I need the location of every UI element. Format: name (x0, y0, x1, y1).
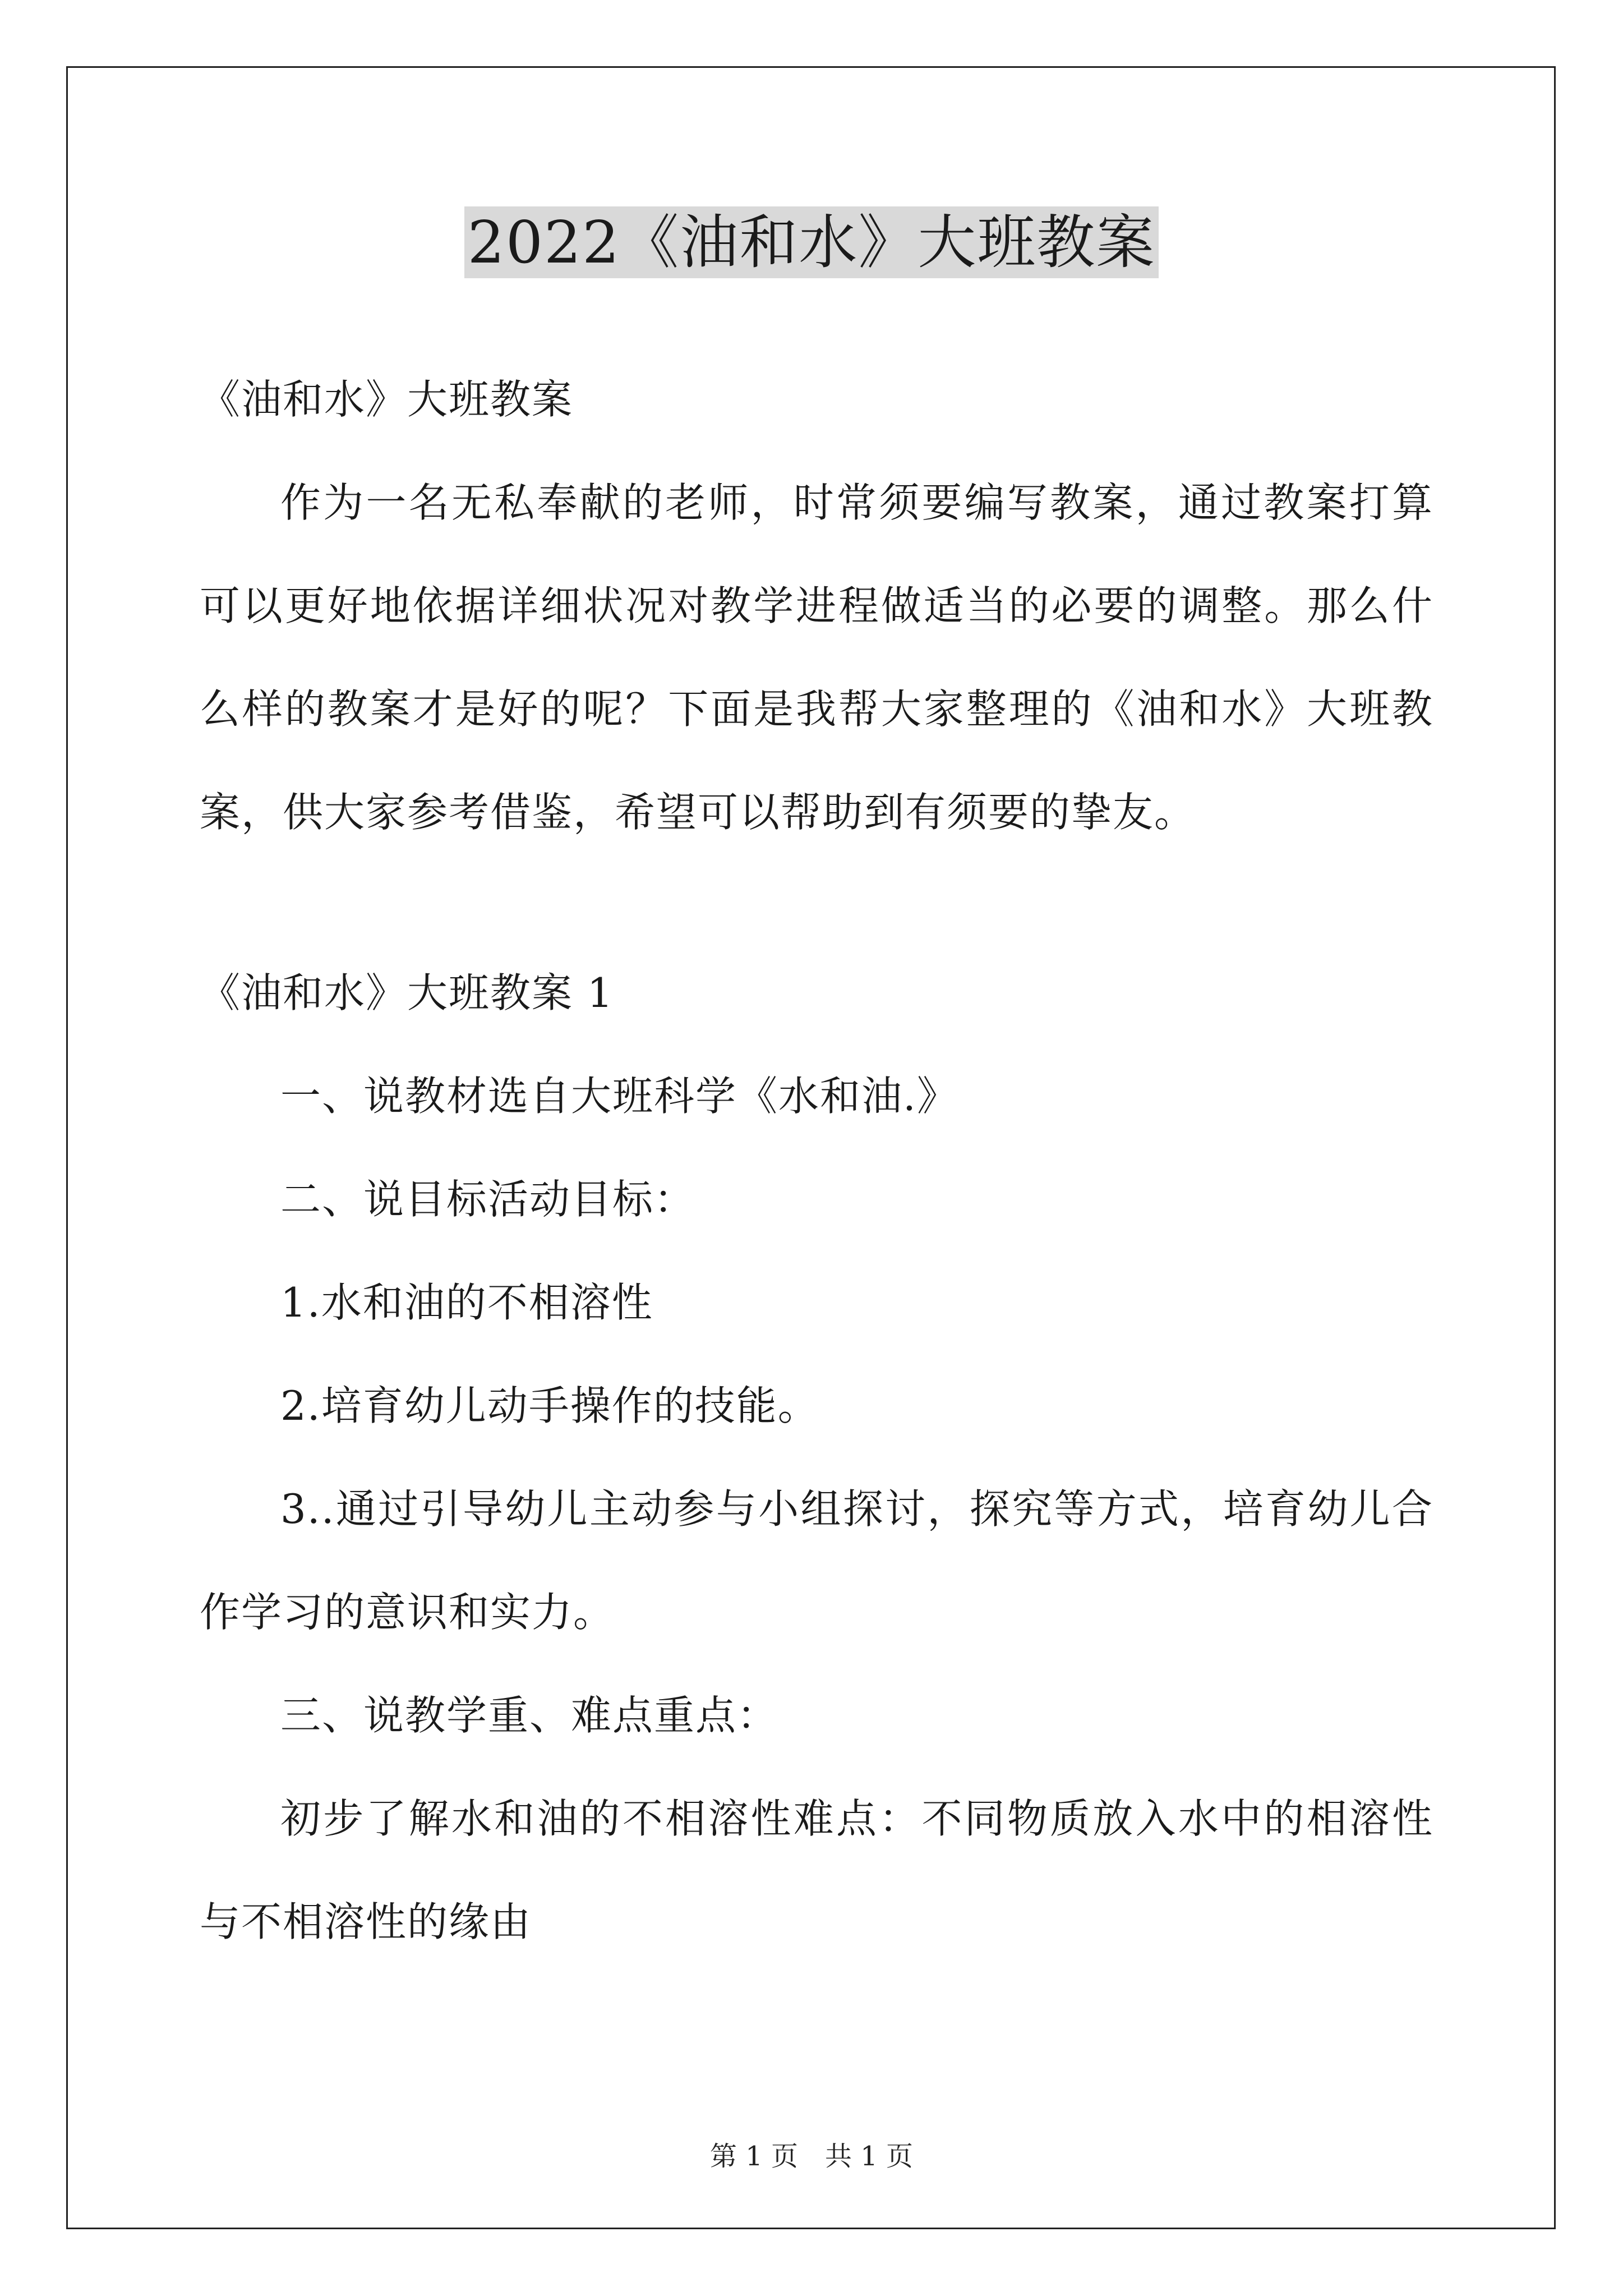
list-item: 1.水和油的不相溶性 (280, 1279, 653, 1326)
title-container (0, 206, 1623, 278)
body-paragraph: 初步了解水和油的不相溶性难点：不同物质放入水中的相溶性与不相溶性的缘由 (200, 1795, 1433, 1945)
body-paragraph: 三、说教学重、难点重点： (280, 1692, 779, 1739)
document-title: 2022《油和水》大班教案 (464, 206, 1159, 278)
section-heading: 《油和水》大班教案 1 (200, 969, 614, 1016)
body-paragraph: 二、说目标活动目标： (280, 1176, 696, 1223)
subtitle-paragraph: 《油和水》大班教案 (200, 376, 574, 423)
list-item: 3..通过引导幼儿主动参与小组探讨，探究等方式，培育幼儿合作学习的意识和实力。 (200, 1485, 1433, 1636)
document-body (200, 348, 1433, 1973)
section-gap (200, 864, 1433, 941)
intro-paragraph: 作为一名无私奉献的老师，时常须要编写教案，通过教案打算可以更好地依据详细状况对教学进程做适当的必要的调整。那么什么样的教案才是好的呢？下面是我帮大家整理的《油和水》大班教案，供大家参考借鉴，希望可以帮助到有须要的挚友。 (200, 479, 1433, 836)
page-footer: 第 1 页 共 1 页 (709, 2141, 914, 2172)
list-item: 2.培育幼儿动手操作的技能。 (280, 1382, 819, 1429)
body-paragraph: 一、说教材选自大班科学《水和油.》 (280, 1073, 958, 1120)
